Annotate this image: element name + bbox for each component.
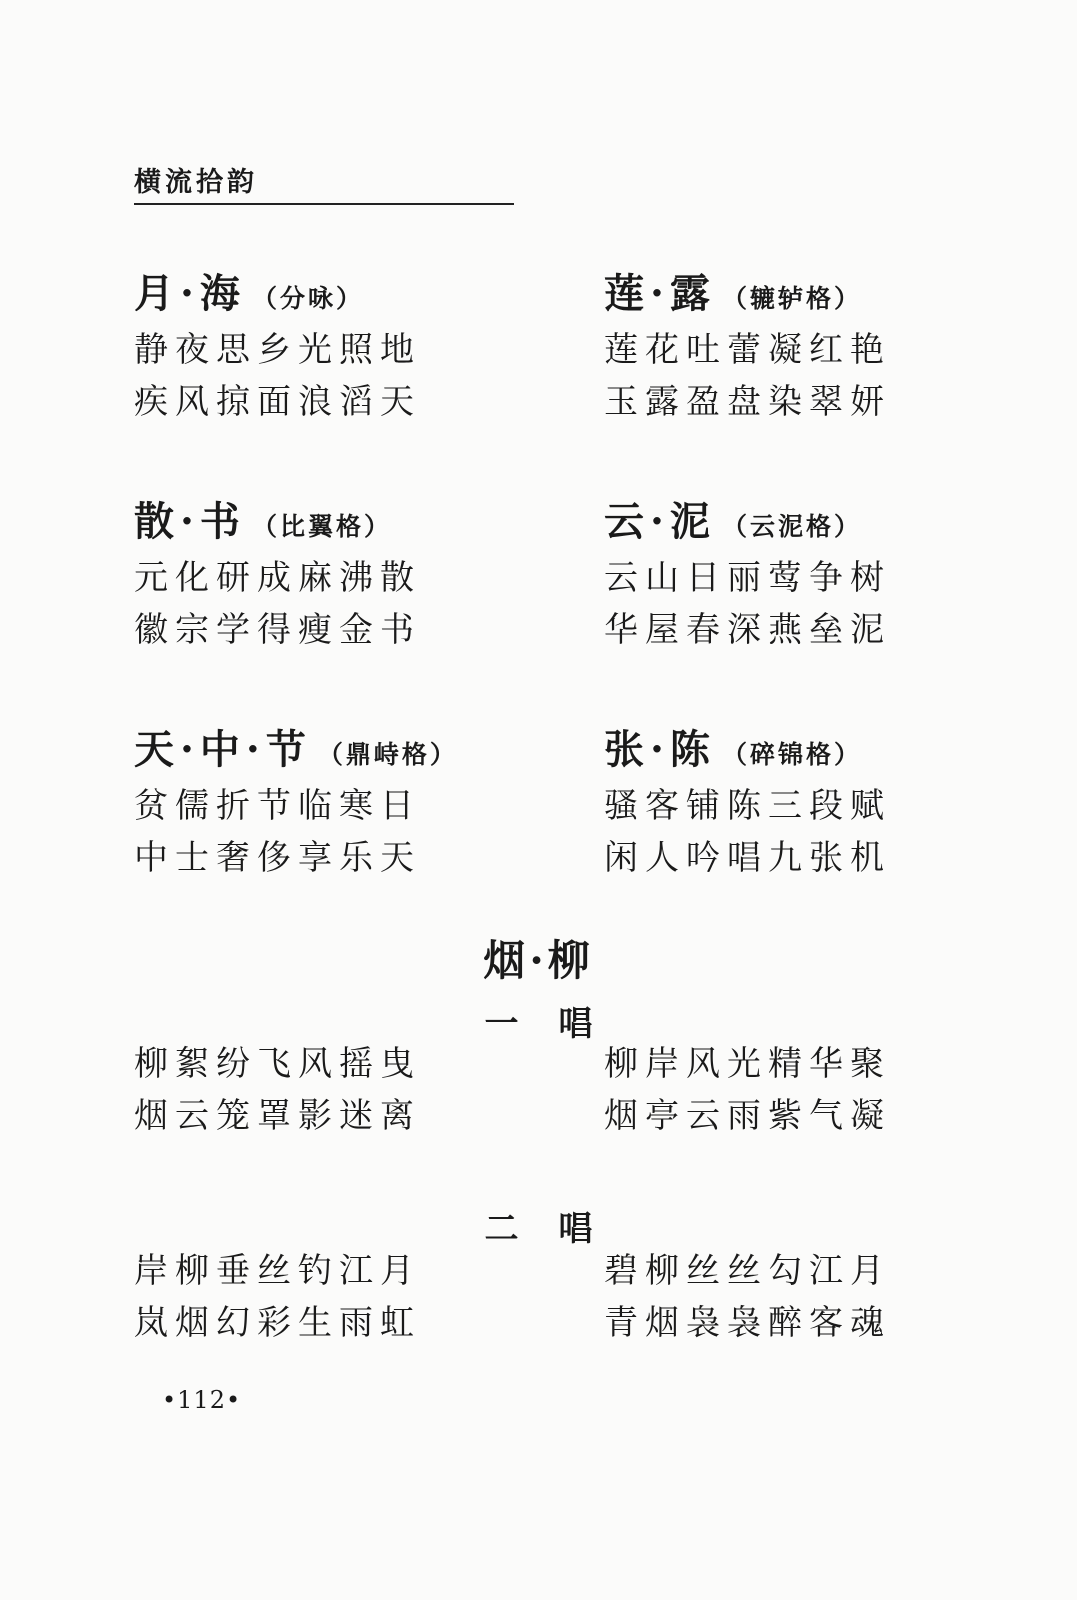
couplet-title: 莲·露 bbox=[604, 270, 716, 317]
verse-block bbox=[134, 1245, 924, 1349]
couplet-block bbox=[604, 490, 924, 656]
couplet-line: 华屋春深燕垒泥 bbox=[604, 610, 891, 650]
couplet-block bbox=[134, 718, 604, 884]
couplet-line: 云山日丽莺争树 bbox=[604, 558, 891, 598]
verse-line: 烟云笼罩影迷离 bbox=[134, 1096, 421, 1136]
couplet-grid bbox=[134, 262, 924, 884]
verse-line: 岚烟幻彩生雨虹 bbox=[134, 1303, 421, 1343]
verse-line: 柳岸风光精华聚 bbox=[604, 1044, 891, 1084]
couplet-title: 散·书 bbox=[134, 498, 246, 545]
couplet-line: 闲人吟唱九张机 bbox=[604, 838, 891, 878]
couplet-block bbox=[134, 490, 604, 656]
verse-line: 青烟袅袅醉客魂 bbox=[604, 1303, 891, 1343]
page-number: •112• bbox=[162, 1386, 242, 1414]
verse-line: 岸柳垂丝钓江月 bbox=[134, 1251, 421, 1291]
verse-block bbox=[134, 1038, 924, 1142]
couplet-style-note: （比翼格） bbox=[251, 512, 392, 541]
couplet-block bbox=[604, 262, 924, 428]
verse-line: 柳絮纷飞风摇曳 bbox=[134, 1044, 421, 1084]
verse-line: 碧柳丝丝勾江月 bbox=[604, 1251, 891, 1291]
couplet-line: 中士奢侈享乐天 bbox=[134, 838, 421, 878]
couplet-style-note: （碎锦格） bbox=[721, 740, 862, 769]
couplet-line: 骚客铺陈三段赋 bbox=[604, 786, 891, 826]
couplet-style-note: （云泥格） bbox=[721, 512, 862, 541]
couplet-line: 莲花吐蕾凝红艳 bbox=[604, 330, 891, 370]
couplet-style-note: （鼎峙格） bbox=[317, 740, 458, 769]
book-title: 横流拾韵 bbox=[134, 167, 258, 198]
couplet-style-note: （分咏） bbox=[251, 284, 364, 313]
couplet-title: 张·陈 bbox=[604, 726, 716, 773]
couplet-line: 疾风掠面浪滔天 bbox=[134, 382, 421, 422]
couplet-line: 元化研成麻沸散 bbox=[134, 558, 421, 598]
couplet-line: 玉露盈盘染翠妍 bbox=[604, 382, 891, 422]
couplet-title: 月·海 bbox=[134, 270, 246, 317]
couplet-title: 天·中·节 bbox=[134, 726, 312, 773]
section-label: 二唱 bbox=[484, 1209, 633, 1249]
verse-line: 烟亭云雨紫气凝 bbox=[604, 1096, 891, 1136]
couplet-style-note: （辘轳格） bbox=[721, 284, 862, 313]
couplet-line: 静夜思乡光照地 bbox=[134, 330, 421, 370]
couplet-line: 徽宗学得瘦金书 bbox=[134, 610, 421, 650]
section-label: 一唱 bbox=[484, 1004, 633, 1044]
couplet-block bbox=[604, 718, 924, 884]
couplet-line: 贫儒折节临寒日 bbox=[134, 786, 421, 826]
couplet-block bbox=[134, 262, 604, 428]
running-header bbox=[134, 160, 514, 205]
couplet-title: 云·泥 bbox=[604, 498, 716, 545]
poem-title: 烟·柳 bbox=[483, 936, 594, 985]
